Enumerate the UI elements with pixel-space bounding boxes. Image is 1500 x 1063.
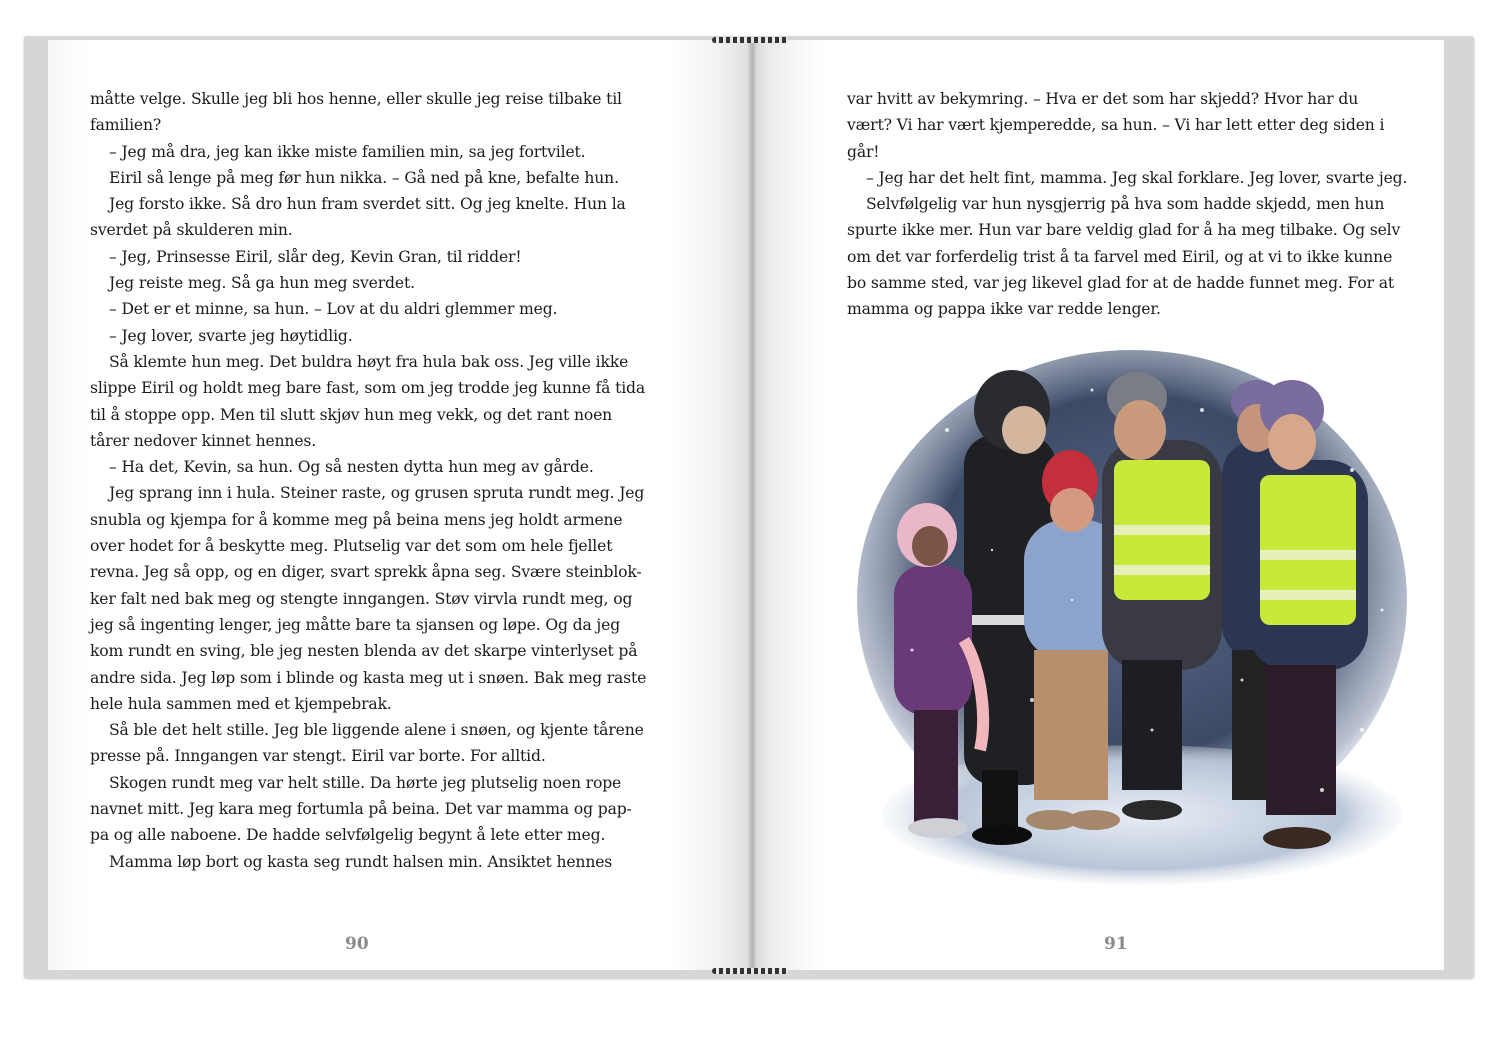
headband-top <box>712 37 788 43</box>
text-line: mamma og pappa ikke var redde lenger. <box>847 300 1161 319</box>
text-line: familien? <box>90 116 162 135</box>
text-line: spurte ikke mer. Hun var bare veldig glad for å ha meg tilbake. Og selv <box>847 221 1401 240</box>
text-line: Skogen rundt meg var helt stille. Da hørte jeg plutselig noen rope <box>109 773 622 792</box>
text-line: Mamma løp bort og kasta seg rundt halsen min. Ansiktet hennes <box>109 852 613 871</box>
text-line: måtte velge. Skulle jeg bli hos henne, eller skulle jeg reise tilbake til <box>90 90 622 108</box>
text-line: Så klemte hun meg. Det buldra høyt fra hula bak oss. Jeg ville ikke <box>109 352 629 371</box>
text-line: – Ha det, Kevin, sa hun. Og så nesten dytta hun meg av gårde. <box>109 458 594 477</box>
text-line: – Jeg må dra, jeg kan ikke miste familien min, sa jeg fortvilet. <box>109 142 586 161</box>
text-line: til å stoppe opp. Men til slutt skjøv hun meg vekk, og det rant noen <box>90 405 613 424</box>
right-page-text <box>847 86 1408 323</box>
text-line: Jeg sprang inn i hula. Steiner raste, og grusen spruta rundt meg. Jeg <box>109 484 645 503</box>
left-page-text <box>90 86 647 875</box>
text-line: hele hula sammen med et kjempebrak. <box>90 694 392 713</box>
text-line: om det var forferdelig trist å ta farvel med Eiril, og at vi to ikke kunne <box>847 247 1393 266</box>
text-line: – Det er et minne, sa hun. – Lov at du aldri glemmer meg. <box>109 300 558 319</box>
text-line: tårer nedover kinnet hennes. <box>90 431 317 450</box>
text-line: presse på. Inngangen var stengt. Eiril var borte. For alltid. <box>90 747 546 766</box>
text-line: sverdet på skulderen min. <box>90 221 293 240</box>
text-line: snubla og kjempa for å komme meg på beina mens jeg holdt armene <box>90 510 623 529</box>
text-line: kom rundt en sving, ble jeg nesten blenda av det skarpe vinterlyset på <box>90 642 638 661</box>
text-line: over hodet for å beskytte meg. Plutselig var det som om hele fjellet <box>90 537 613 556</box>
text-line: Selvfølgelig var hun nysgjerrig på hva som hadde skjedd, men hun <box>866 195 1385 214</box>
headband-bottom <box>712 968 788 974</box>
text-line: Jeg forsto ikke. Så dro hun fram sverdet sitt. Og jeg knelte. Hun la <box>109 195 626 214</box>
text-line: – Jeg lover, svarte jeg høytidlig. <box>109 326 353 345</box>
text-line: pa og alle naboene. De hadde selvfølgelig begynt å lete etter meg. <box>90 826 606 845</box>
page-number-right: 91 <box>1104 934 1128 954</box>
text-line: navnet mitt. Jeg kara meg fortumla på beina. Det var mamma og pap- <box>90 800 632 819</box>
text-line: vært? Vi har vært kjemperedde, sa hun. – Vi har lett etter deg siden i <box>847 116 1385 135</box>
text-line: var hvitt av bekymring. – Hva er det som har skjedd? Hvor har du <box>847 90 1359 108</box>
text-line: går! <box>847 142 880 161</box>
text-line: – Jeg har det helt fint, mamma. Jeg skal forklare. Jeg lover, svarte jeg. <box>866 168 1408 187</box>
text-line: slippe Eiril og holdt meg bare fast, som om jeg trodde jeg kunne få tida <box>90 379 646 398</box>
text-line: Eiril så lenge på meg før hun nikka. – Gå ned på kne, befalte hun. <box>109 168 619 187</box>
text-line: revna. Jeg så opp, og en diger, svart sprekk åpna seg. Svære steinblok- <box>90 563 642 582</box>
text-line: ker falt ned bak meg og stengte inngangen. Støv virvla rundt meg, og <box>90 589 633 608</box>
snow-scene-illustration <box>852 350 1412 890</box>
text-line: andre sida. Jeg løp som i blinde og kasta meg ut i snøen. Bak meg raste <box>90 668 647 687</box>
page-number-left: 90 <box>345 934 369 954</box>
text-line: – Jeg, Prinsesse Eiril, slår deg, Kevin Gran, til ridder! <box>109 247 522 266</box>
text-line: jeg så ingenting lenger, jeg måtte bare ta sjansen og løpe. Og da jeg <box>90 615 621 634</box>
text-line: Så ble det helt stille. Jeg ble liggende alene i snøen, og kjente tårene <box>109 721 644 740</box>
text-line: Jeg reiste meg. Så ga hun meg sverdet. <box>109 274 415 293</box>
book-gutter <box>747 40 757 970</box>
text-line: bo samme sted, var jeg likevel glad for at de hadde funnet meg. For at <box>847 274 1394 293</box>
